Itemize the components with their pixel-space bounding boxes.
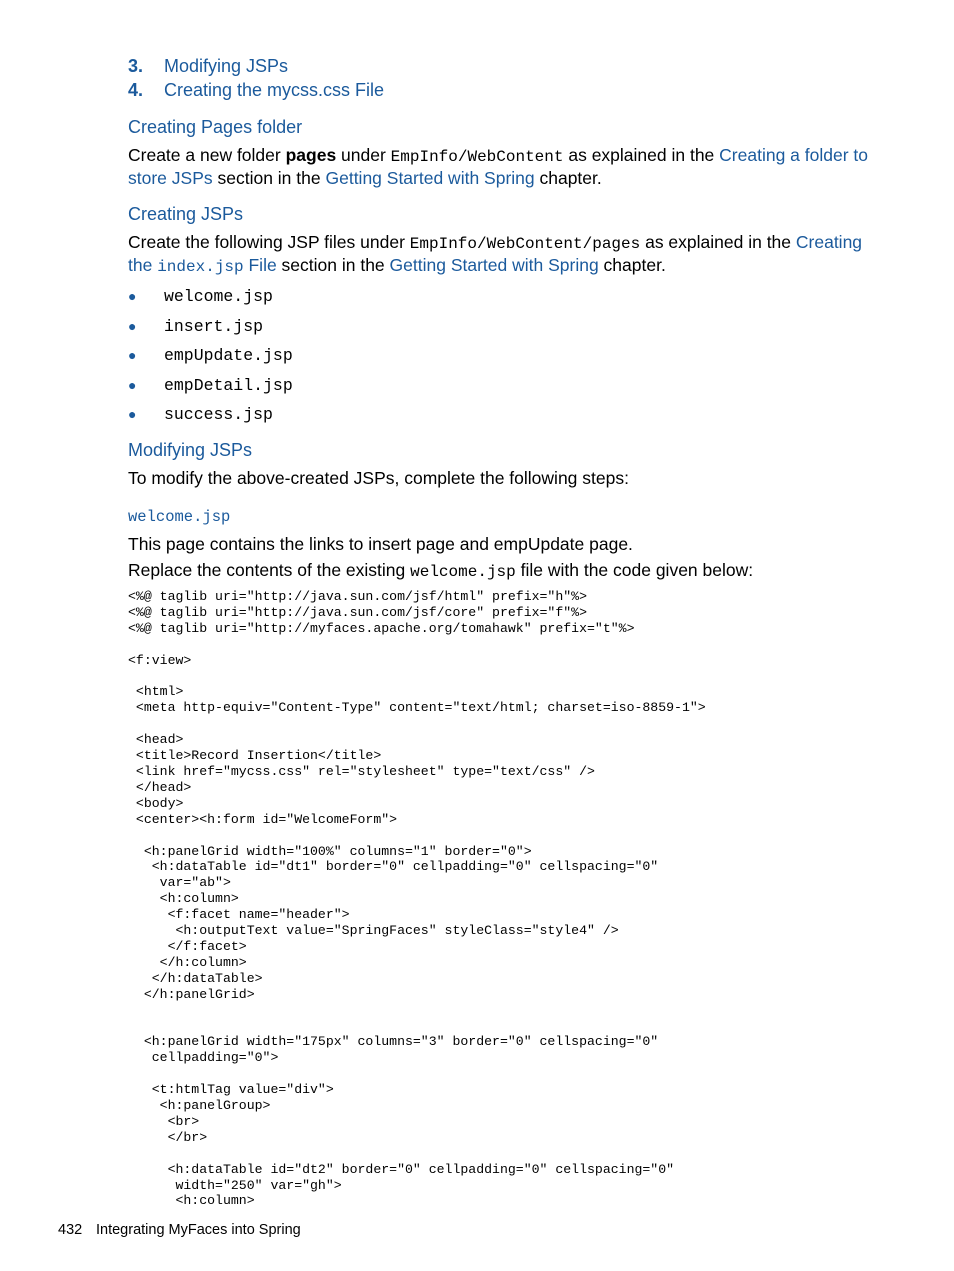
heading-creating-jsps: Creating JSPs xyxy=(128,204,244,224)
page-footer xyxy=(58,1222,301,1238)
list-item xyxy=(128,401,293,431)
toc-link-modifying-jsps[interactable]: Modifying JSPs xyxy=(164,56,289,76)
text: chapter. xyxy=(598,255,666,275)
heading-creating-pages-folder: Creating Pages folder xyxy=(128,117,303,137)
text: file with the code given below: xyxy=(515,560,754,580)
bullet-icon: ● xyxy=(128,376,137,393)
list-item xyxy=(128,342,293,372)
text: Replace the contents of the existing xyxy=(128,560,411,580)
list-item xyxy=(128,313,293,343)
bullet-icon: ● xyxy=(128,317,137,334)
link-getting-started-spring[interactable]: Getting Started with Spring xyxy=(389,255,599,275)
text: chapter. xyxy=(534,168,602,188)
code-path: EmpInfo/WebContent/pages xyxy=(409,235,641,253)
paragraph-welcome-description: This page contains the links to insert page and empUpdate page. xyxy=(128,534,633,554)
text: section in the xyxy=(276,255,390,275)
list-item xyxy=(128,372,293,402)
bullet-icon: ● xyxy=(128,288,137,304)
toc-item-modifying-jsps[interactable] xyxy=(128,54,288,78)
code-filename: welcome.jsp xyxy=(410,563,516,581)
toc-number: 3. xyxy=(128,56,144,76)
text: Create a new folder xyxy=(128,145,286,165)
paragraph-replace-contents xyxy=(128,560,873,583)
text: section in the xyxy=(212,168,326,188)
text: as explained in the xyxy=(640,232,796,252)
toc-item-creating-mycss[interactable] xyxy=(128,78,384,102)
chapter-title: Integrating MyFaces into Spring xyxy=(96,1222,301,1238)
paragraph-create-jsps xyxy=(128,232,873,278)
text: Create the following JSP files under xyxy=(128,232,410,252)
list-item-text: welcome.jsp xyxy=(164,287,273,306)
paragraph-create-pages-folder xyxy=(128,145,873,189)
list-item-text: empDetail.jsp xyxy=(164,375,293,395)
jsp-file-list xyxy=(128,283,293,431)
list-item-text: empUpdate.jsp xyxy=(164,346,293,366)
list-item-text: insert.jsp xyxy=(164,316,264,336)
text: under xyxy=(336,145,391,165)
list-item-text: success.jsp xyxy=(164,405,273,425)
link-text: Creating the xyxy=(128,232,863,275)
link-text: File xyxy=(243,255,277,275)
heading-modifying-jsps: Modifying JSPs xyxy=(128,440,253,460)
page-number: 432 xyxy=(58,1222,83,1238)
link-getting-started-spring[interactable]: Getting Started with Spring xyxy=(325,168,535,188)
link-creating-folder-jsps[interactable]: Creating a folder to store JSPs xyxy=(128,145,868,188)
bullet-icon: ● xyxy=(128,347,137,364)
list-item xyxy=(128,283,293,313)
link-code: index.jsp xyxy=(157,258,244,276)
bullet-icon: ● xyxy=(128,406,137,423)
text: as explained in the xyxy=(563,145,720,165)
subheading-welcome-jsp: welcome.jsp xyxy=(128,508,231,526)
toc-link-creating-mycss[interactable]: Creating the mycss.css File xyxy=(164,80,385,100)
code-path: EmpInfo/WebContent xyxy=(390,148,564,166)
toc-number: 4. xyxy=(128,80,144,100)
code-block-welcome-jsp: <%@ taglib uri="http://java.sun.com/jsf/html" prefix="h"%> <%@ taglib uri="http://java.sun.com/jsf/core" prefix="f"%> <%@ taglib uri="http://myfaces.apache.org/tomahawk" prefix="t"%> <f:view> <html> <meta http-equiv="Content-Type" content="text/html; charset=iso-8859-1"> <head> <title>Record Insertion</title> <link href="mycss.css" rel="stylesheet" type="text/css" /> </head> <body> <center><h:form id="WelcomeForm"> <h:panelGrid width="100%" columns="1" border="0"> <h:dataTable id="dt1" border="0" cellpadding="0" cellspacing="0" var="ab"> <h:column> <f:facet name="header"> <h:outputText value="SpringFaces" styleClass="style4" /> </f:facet> </h:column> </h:dataTable> </h:panelGrid> <h:panelGrid width="175px" columns="3" border="0" cellspacing="0" cellpadding="0"> <t:htmlTag value="div"> <h:panelGroup> <br> </br> <h:dataTable id="dt2" border="0" cellpadding="0" cellspacing="0" width="250" var="gh"> <h:column> xyxy=(128,589,706,1209)
paragraph-modify-intro: To modify the above-created JSPs, complete the following steps: xyxy=(128,468,629,488)
bold-folder-name: pages xyxy=(285,145,337,165)
